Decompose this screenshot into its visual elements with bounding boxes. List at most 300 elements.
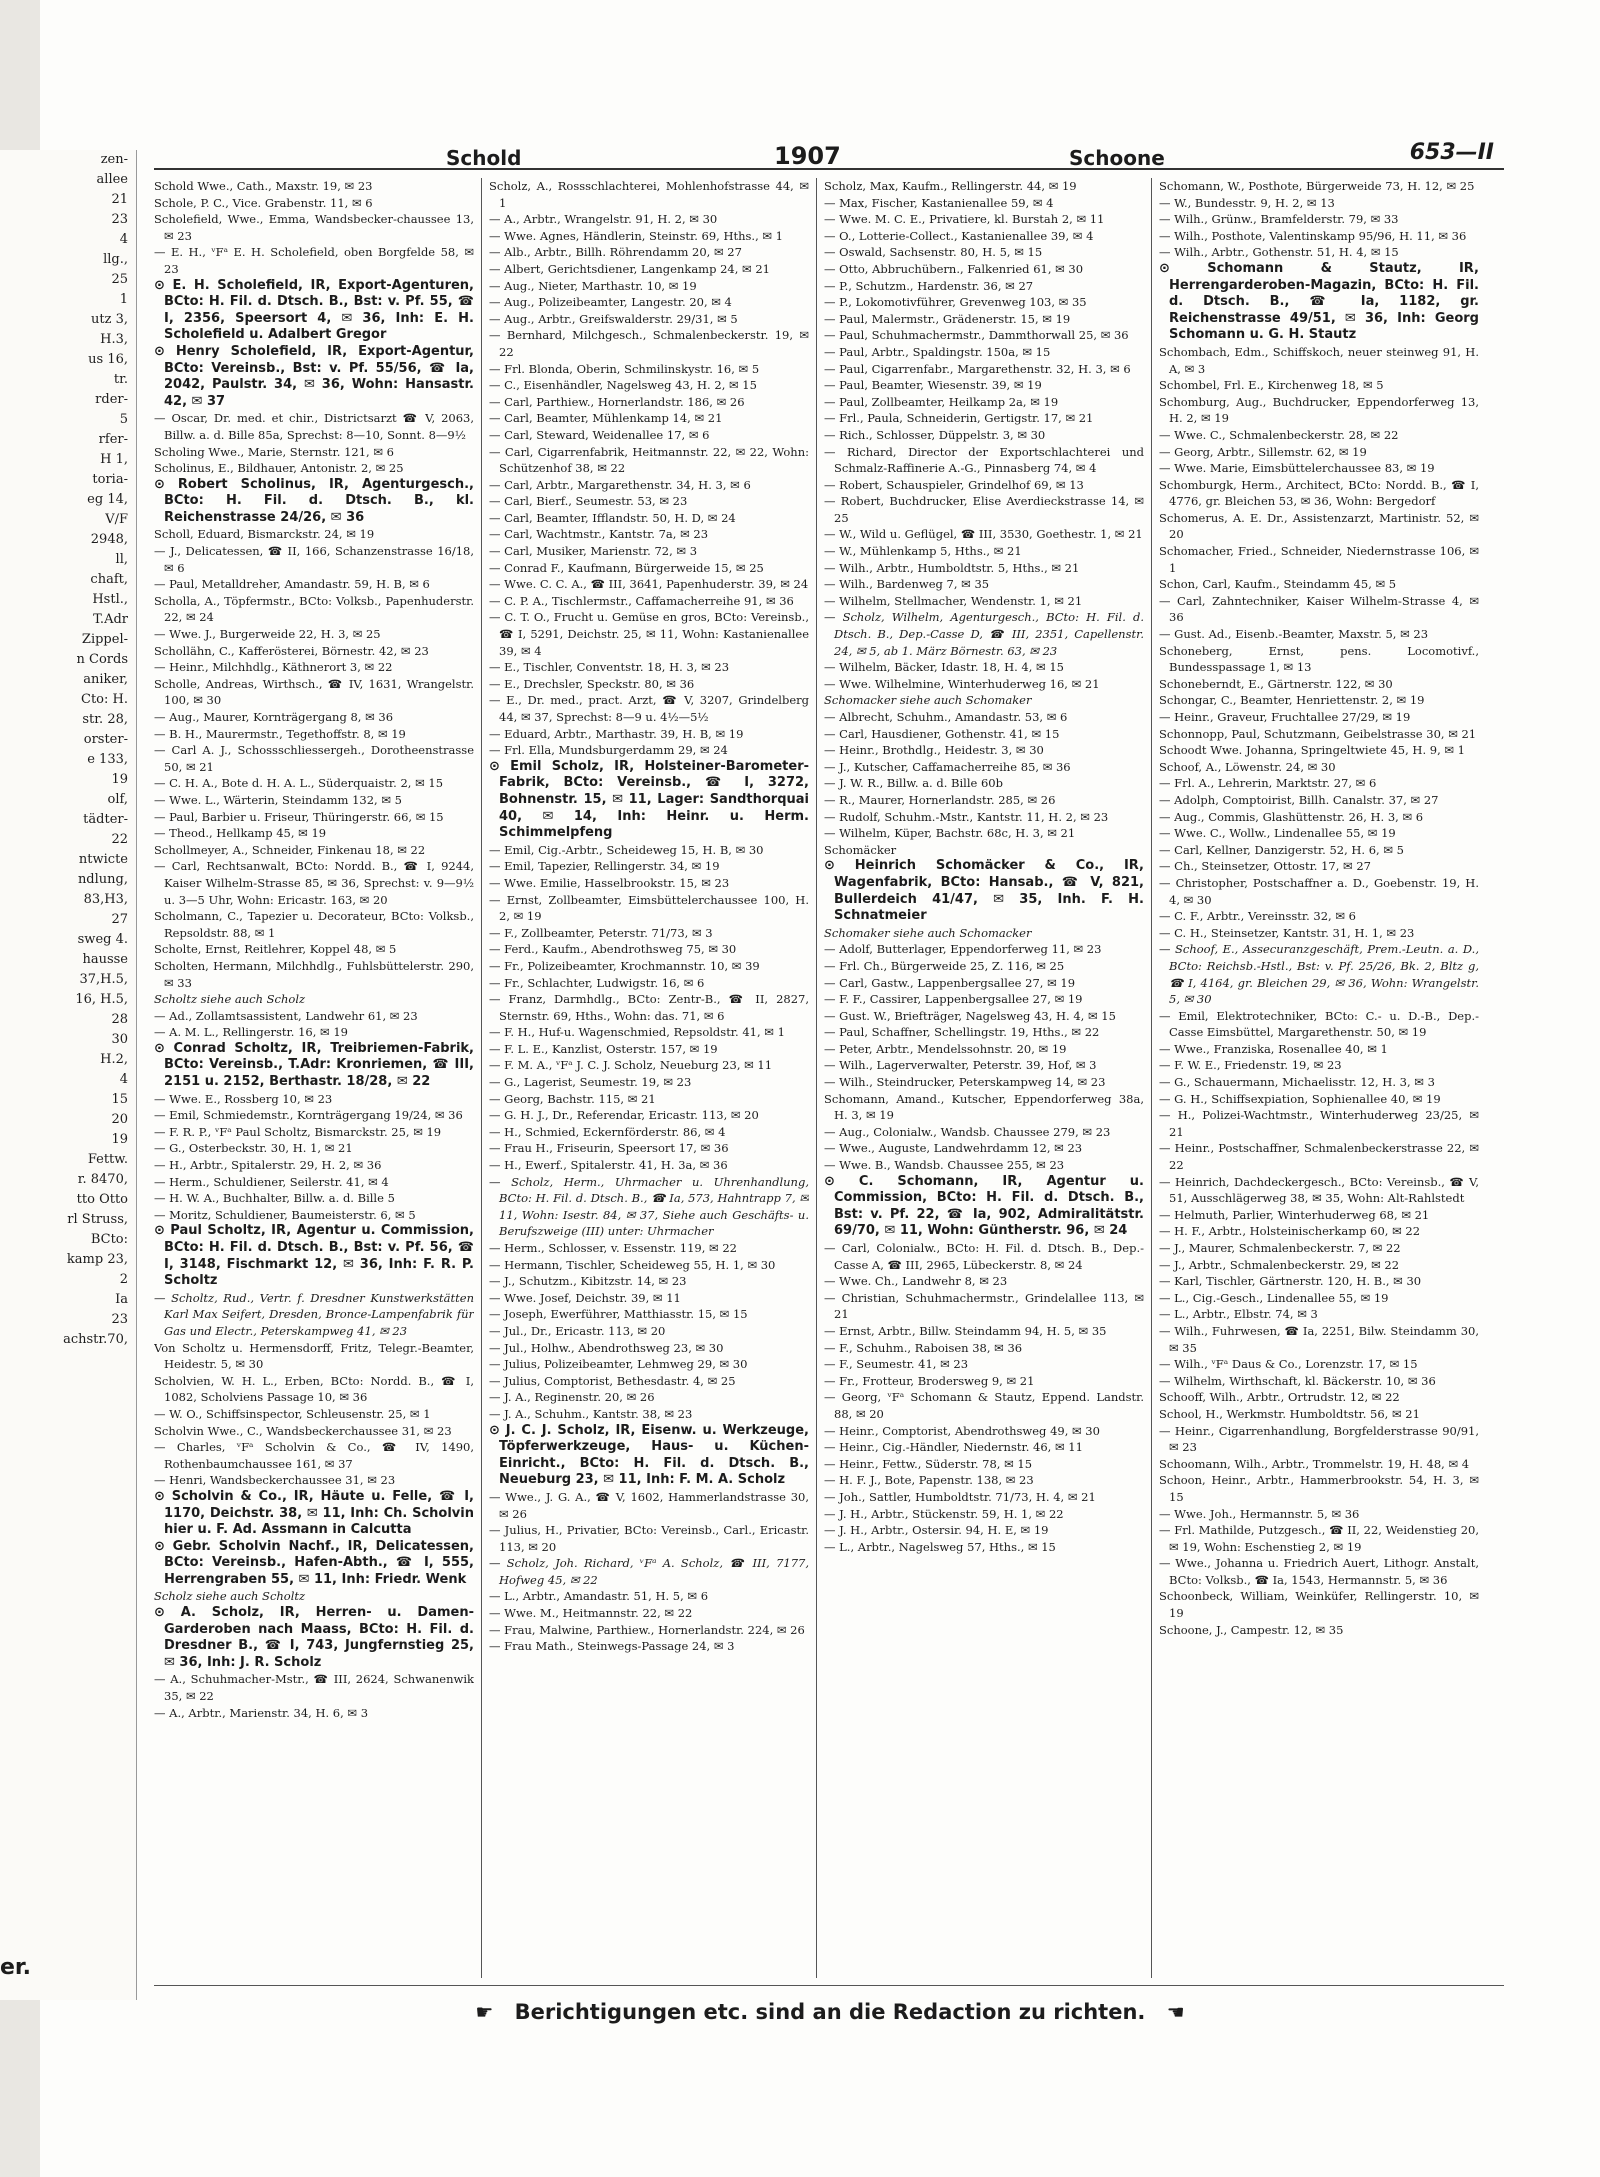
directory-entry: — Carl, Musiker, Marienstr. 72, ✉ 3 [489, 544, 698, 559]
directory-entry: — J. A., Schuhm., Kantstr. 38, ✉ 23 [489, 1406, 693, 1421]
directory-entry: — G., Osterbeckstr. 30, H. 1, ✉ 21 [154, 1141, 353, 1156]
directory-entry: — Julius, Polizeibeamter, Lehmweg 29, ✉ 30 [489, 1357, 748, 1372]
footer-rule [154, 1985, 1504, 1986]
directory-entry: — Alb., Arbtr., Billh. Röhrendamm 20, ✉ 27 [489, 245, 742, 260]
header-year: 1907 [774, 142, 841, 170]
directory-entry: — Emil, Schmiedemstr., Kornträgergang 19/24, ✉ 36 [154, 1108, 463, 1123]
directory-entry: — Carl, Cigarrenfabrik, Heitmannstr. 22, ✉ 22, Wohn: Schützenhof 38, ✉ 22 [489, 444, 809, 476]
previous-page-fragment: toria- [92, 472, 128, 487]
directory-entry: — J. H., Arbtr., Stückenstr. 59, H. 1, ✉ 22 [824, 1506, 1064, 1521]
directory-entry: — Jul., Dr., Ericastr. 113, ✉ 20 [489, 1323, 666, 1338]
directory-entry: Scholl, Eduard, Bismarckstr. 24, ✉ 19 [154, 527, 375, 542]
directory-entry: — H., Ewerf., Spitalerstr. 41, H. 3a, ✉ 36 [489, 1158, 728, 1173]
directory-entry: — Henri, Wandsbeckerchaussee 31, ✉ 23 [154, 1473, 396, 1488]
directory-entry: — Richard, Director der Exportschlachterei und Schmalz-Raffinerie A.-G., Pinnasberg 74, ✉ 4 [824, 444, 1144, 476]
directory-entry: Scholle, Andreas, Wirthsch., ☎ IV, 1631, Wrangelstr. 100, ✉ 30 [154, 676, 474, 708]
directory-entry: ⊙ Conrad Scholtz, IR, Treibriemen-Fabrik, BCto: Vereinsb., T.Adr: Kronriemen, ☎ III, 2151 u. 2152, Berthastr. 18/28, ✉ 22 [154, 1040, 474, 1090]
directory-entry: — H. F., Arbtr., Holsteinischerkamp 60, ✉ 22 [1159, 1224, 1421, 1239]
directory-entry: — Wwe. Ch., Landwehr 8, ✉ 23 [824, 1274, 1008, 1289]
directory-entry: — Helmuth, Parlier, Winterhuderweg 68, ✉ 21 [1159, 1207, 1430, 1222]
directory-entry: — Wwe., J. G. A., ☎ V, 1602, Hammerlandstrasse 30, ✉ 26 [489, 1489, 809, 1521]
directory-entry: — Frl., Paula, Schneiderin, Gertigstr. 17, ✉ 21 [824, 411, 1094, 426]
directory-entry: — Wilh., Arbtr., Gothenstr. 51, H. 4, ✉ 15 [1159, 245, 1399, 260]
directory-entry: — Carl A. J., Schossschliessergeh., Dorotheenstrasse 50, ✉ 21 [154, 743, 474, 774]
directory-entry: — Paul, Barbier u. Friseur, Thüringerstr. 66, ✉ 15 [154, 809, 444, 824]
previous-page-fragment: 4 [119, 232, 128, 247]
directory-page [140, 60, 1520, 2090]
previous-page-fragment: Zippel- [81, 632, 128, 647]
previous-page-fragment: 1 [119, 292, 128, 307]
previous-page-fragment: str. 28, [82, 712, 128, 727]
previous-page-fragment: chaft, [90, 572, 128, 587]
directory-entry: Schomaker siehe auch Schomacker [824, 925, 1032, 940]
directory-entry: — Wilhelm, Wirthschaft, kl. Bäckerstr. 10, ✉ 36 [1159, 1373, 1436, 1388]
directory-entry: — Wilh., Fuhrwesen, ☎ Ia, 2251, Bilw. Steindamm 30, ✉ 35 [1159, 1323, 1479, 1355]
previous-page-fragment: sweg 4. [77, 932, 128, 947]
header-last-name: Schoone [1069, 146, 1165, 170]
directory-entry: — Wwe. Joh., Hermannstr. 5, ✉ 36 [1159, 1506, 1360, 1521]
directory-entry: — Wilh., Steindrucker, Peterskampweg 14, ✉ 23 [824, 1075, 1106, 1090]
directory-entry: Schomacher, Fried., Schneider, Niedernstrasse 106, ✉ 1 [1159, 544, 1479, 575]
previous-page-fragment: 2 [119, 1272, 128, 1287]
directory-entry: — Heinr., Postschaffner, Schmalenbeckerstrasse 22, ✉ 22 [1159, 1141, 1479, 1173]
directory-entry: — Wwe., Franziska, Rosenallee 40, ✉ 1 [1159, 1041, 1388, 1056]
directory-entry: — Scholz, Joh. Richard, ᵛFᵃ A. Scholz, ☎ III, 7177, Hofweg 45, ✉ 22 [489, 1556, 809, 1587]
directory-entry: Schooff, Wilh., Arbtr., Ortrudstr. 12, ✉ 22 [1159, 1390, 1400, 1405]
footer-notice-text: Berichtigungen etc. sind an die Redaction zu richten. [514, 2000, 1146, 2024]
directory-entry: — Scholtz, Rud., Vertr. f. Dresdner Kunstwerkstätten Karl Max Seifert, Dresden, Bronce-Lampenfabrik für Gas und Electr., Peterskampweg 41, ✉ 23 [154, 1290, 474, 1338]
running-header [154, 140, 1504, 170]
directory-entry: Scholvin Wwe., C., Wandsbeckerchaussee 31, ✉ 23 [154, 1423, 452, 1438]
page-number: 653—II [1409, 140, 1494, 165]
previous-page-fragment: BCto: [90, 1232, 128, 1247]
previous-page-fragment: 27 [111, 912, 128, 927]
directory-entry: — H. F. J., Bote, Papenstr. 138, ✉ 23 [824, 1473, 1034, 1488]
directory-entry: Schoneberndt, E., Gärtnerstr. 122, ✉ 30 [1159, 676, 1393, 691]
previous-page-fragment: 37,H.5, [79, 972, 128, 987]
directory-entry: — H., Polizei-Wachtmstr., Winterhuderweg 23/25, ✉ 21 [1159, 1108, 1479, 1139]
previous-page-fragment: eg 14, [87, 492, 128, 507]
previous-page-fragment: T.Adr [93, 612, 128, 627]
directory-entry: — W., Mühlenkamp 5, Hths., ✉ 21 [824, 544, 1022, 559]
directory-entry: — F. R. P., ᵛFᵃ Paul Scholtz, Bismarckstr. 25, ✉ 19 [154, 1124, 442, 1139]
directory-entry: Scholmann, C., Tapezier u. Decorateur, BCto: Volksb., Repsoldstr. 88, ✉ 1 [154, 909, 474, 940]
column-divider [816, 178, 817, 1978]
directory-entry: — Wwe. M., Heitmannstr. 22, ✉ 22 [489, 1606, 693, 1621]
directory-entry: — Franz, Darmhdlg., BCto: Zentr-B., ☎ II, 2827, Sternstr. 69, Hths., Wohn: das. 71, ✉ 6 [489, 992, 809, 1023]
directory-entry: — Frau H., Friseurin, Speersort 17, ✉ 36 [489, 1141, 729, 1156]
directory-entry: — H., Arbtr., Spitalerstr. 29, H. 2, ✉ 36 [154, 1158, 382, 1173]
directory-entry: — L., Arbtr., Nagelsweg 57, Hths., ✉ 15 [824, 1539, 1056, 1554]
directory-entry: — Carl, Steward, Weidenallee 17, ✉ 6 [489, 427, 710, 442]
directory-entry: — Carl, Colonialw., BCto: H. Fil. d. Dtsch. B., Dep.-Casse A, ☎ III, 2965, Lübeckerstr. 8, ✉ 24 [824, 1241, 1144, 1272]
directory-entry: — Emil, Cig.-Arbtr., Scheideweg 15, H. B, ✉ 30 [489, 842, 764, 857]
directory-entry: — Carl, Rechtsanwalt, BCto: Nordd. B., ☎ I, 9244, Kaiser Wilhelm-Strasse 85, ✉ 36, Sprechst: v. 9—9½ u. 3—5 Uhr, Wohn: Ericastr. 163, ✉ 20 [154, 859, 474, 907]
directory-entry: — F. M. A., ᵛFᵃ J. C. J. Scholz, Neueburg 23, ✉ 11 [489, 1058, 773, 1073]
directory-entry: — Heinr., Graveur, Fruchtallee 27/29, ✉ 19 [1159, 710, 1411, 724]
directory-entry: — Carl, Gastw., Lappenbergsallee 27, ✉ 19 [824, 975, 1076, 990]
directory-entry: — C. H., Steinsetzer, Kantstr. 31, H. 1, ✉ 23 [1159, 925, 1415, 940]
directory-entry: — J. H., Arbtr., Ostersir. 94, H. E, ✉ 19 [824, 1523, 1049, 1538]
directory-entry: Schomacker siehe auch Schomaker [824, 693, 1032, 708]
directory-entry: — Peter, Arbtr., Mendelssohnstr. 20, ✉ 19 [824, 1041, 1067, 1056]
directory-entry: — F., Schuhm., Raboisen 38, ✉ 36 [824, 1340, 1023, 1355]
directory-entry: — R., Maurer, Hornerlandstr. 285, ✉ 26 [824, 792, 1056, 807]
directory-entry: — P., Lokomotivführer, Grevenweg 103, ✉ 35 [824, 295, 1087, 310]
directory-entry: — Wilh., Bardenweg 7, ✉ 35 [824, 577, 990, 592]
previous-page-fragment: H.3, [100, 332, 128, 347]
directory-entry: ⊙ E. H. Scholefield, IR, Export-Agenturen, BCto: H. Fil. d. Dtsch. B., Bst: v. Pf. 55, ☎ I, 2356, Speersort 4, ✉ 36, Inh: E. H. Scholefield u. Adalbert Gregor [154, 277, 474, 343]
directory-entry: — L., Arbtr., Elbstr. 74, ✉ 3 [1159, 1307, 1318, 1322]
directory-entry: — Carl, Beamter, Ifflandstr. 50, H. D, ✉ 24 [489, 510, 736, 525]
previous-page-fragments [0, 150, 136, 1350]
directory-entry: — Frl. A., Lehrerin, Marktstr. 27, ✉ 6 [1159, 776, 1377, 791]
directory-entry: — G., Schauermann, Michaelisstr. 12, H. 3, ✉ 3 [1159, 1075, 1435, 1090]
directory-entry: Schoomann, Wilh., Arbtr., Trommelstr. 19, H. 48, ✉ 4 [1159, 1456, 1470, 1471]
column-divider [1151, 178, 1152, 1978]
directory-entry: Schomburg, Aug., Buchdrucker, Eppendorferweg 13, H. 2, ✉ 19 [1159, 394, 1479, 426]
previous-page-fragment: zen- [100, 152, 128, 167]
directory-entry: Von Scholtz u. Hermensdorff, Fritz, Telegr.-Beamter, Heidestr. 5, ✉ 30 [154, 1340, 474, 1372]
directory-entry: — Ernst, Arbtr., Billw. Steindamm 94, H. 5, ✉ 35 [824, 1323, 1107, 1338]
directory-entry: — C. F., Arbtr., Vereinsstr. 32, ✉ 6 [1159, 909, 1356, 924]
directory-entry: — J. W. R., Billw. a. d. Bille 60b [824, 776, 1003, 791]
directory-entry: — Heinr., Milchhdlg., Käthnerort 3, ✉ 22 [154, 660, 393, 675]
directory-entry: — F., Zollbeamter, Peterstr. 71/73, ✉ 3 [489, 925, 713, 940]
directory-entry: — Carl, Kellner, Danzigerstr. 52, H. 6, ✉ 5 [1159, 842, 1404, 857]
previous-page-fragment: tr. [113, 372, 128, 387]
previous-page-fragment: H 1, [100, 452, 128, 467]
previous-page-fragment: 30 [111, 1032, 128, 1047]
directory-entry: — Aug., Nieter, Marthastr. 10, ✉ 19 [489, 278, 697, 293]
directory-column-4 [1159, 178, 1479, 1978]
directory-entry: — Georg, ᵛFᵃ Schomann & Stautz, Eppend. Landstr. 88, ✉ 20 [824, 1390, 1144, 1421]
previous-page-fragment: ll, [115, 552, 128, 567]
directory-entry: Scholinus, E., Bildhauer, Antonistr. 2, ✉ 25 [154, 461, 404, 476]
footer-notice [140, 2000, 1520, 2024]
directory-entry: — Theod., Hellkamp 45, ✉ 19 [154, 826, 327, 841]
directory-entry: — Wilh., Posthote, Valentinskamp 95/96, H. 11, ✉ 36 [1159, 228, 1467, 243]
directory-entry: — Wwe. C., Schmalenbeckerstr. 28, ✉ 22 [1159, 427, 1399, 442]
directory-entry: — H. W. A., Buchhalter, Billw. a. d. Bille 5 [154, 1191, 395, 1206]
directory-entry: — E. H., ᵛFᵃ E. H. Scholefield, oben Borgfelde 58, ✉ 23 [154, 245, 474, 276]
previous-page-fragment: 19 [111, 1132, 128, 1147]
directory-entry: — Adolph, Comptoirist, Billh. Canalstr. 37, ✉ 27 [1159, 792, 1439, 807]
directory-entry: — W., Bundesstr. 9, H. 2, ✉ 13 [1159, 195, 1335, 210]
directory-entry: — Emil, Elektrotechniker, BCto: C.- u. D.-B., Dep.-Casse Eimsbüttel, Margarethenstr. 50, ✉ 19 [1159, 1008, 1479, 1040]
directory-entry: Schomann, Amand., Kutscher, Eppendorferweg 38a, H. 3, ✉ 19 [824, 1091, 1144, 1123]
directory-entry: — O., Lotterie-Collect., Kastanienallee 39, ✉ 4 [824, 228, 1094, 243]
directory-entry: — W., Wild u. Geflügel, ☎ III, 3530, Goethestr. 1, ✉ 21 [824, 527, 1143, 542]
directory-entry: — J., Delicatessen, ☎ II, 166, Schanzenstrasse 16/18, ✉ 6 [154, 544, 474, 575]
directory-entry: Schollmeyer, A., Schneider, Finkenau 18, ✉ 22 [154, 842, 426, 857]
directory-entry: — Robert, Buchdrucker, Elise Averdieckstrasse 14, ✉ 25 [824, 494, 1144, 525]
directory-entry: Scholvien, W. H. L., Erben, BCto: Nordd. B., ☎ I, 1082, Scholviens Passage 10, ✉ 36 [154, 1373, 474, 1405]
directory-entry: ⊙ Schomann & Stautz, IR, Herrengarderoben-Magazin, BCto: H. Fil. d. Dtsch. B., ☎ Ia, 1182, gr. Reichenstrasse 49/51, ✉ 36, Inh: Georg Schomann u. G. H. Stautz [1159, 260, 1479, 343]
directory-entry: Schombach, Edm., Schiffskoch, neuer steinweg 91, H. A, ✉ 3 [1159, 344, 1479, 376]
directory-entry: — Herm., Schuldiener, Seilerstr. 41, ✉ 4 [154, 1174, 389, 1189]
previous-page-fragment: V/F [105, 512, 128, 527]
directory-entry: — Frl. Mathilde, Putzgesch., ☎ II, 22, Weidenstieg 20, ✉ 19, Wohn: Eschenstieg 2, ✉ 19 [1159, 1523, 1479, 1554]
directory-entry: — Fr., Polizeibeamter, Krochmannstr. 10, ✉ 39 [489, 958, 760, 973]
previous-page-fragment: allee [96, 172, 128, 187]
directory-entry: — Joseph, Ewerführer, Matthiasstr. 15, ✉ 15 [489, 1307, 748, 1322]
directory-entry: ⊙ Scholvin & Co., IR, Häute u. Felle, ☎ I, 1170, Deichstr. 38, ✉ 11, Inh: Ch. Scholvin hier u. F. Ad. Assmann in Calcutta [154, 1488, 474, 1538]
directory-entry: Schoon, Heinr., Arbtr., Hammerbrookstr. 54, H. 3, ✉ 15 [1159, 1473, 1479, 1504]
directory-entry: Scholz siehe auch Scholtz [154, 1589, 306, 1604]
directory-entry: ⊙ J. C. J. Scholz, IR, Eisenw. u. Werkzeuge, Töpferwerkzeuge, Haus- u. Küchen-Einricht., BCto: H. Fil. d. Dtsch. B., Neueburg 23, ✉ 11, Inh: F. M. A. Scholz [489, 1422, 809, 1488]
directory-entry: — Paul, Arbtr., Spaldingstr. 150a, ✉ 15 [824, 344, 1051, 359]
directory-entry: — Wwe. Agnes, Händlerin, Steinstr. 69, Hths., ✉ 1 [489, 228, 783, 243]
directory-entry: ⊙ Robert Scholinus, IR, Agenturgesch., BCto: H. Fil. d. Dtsch. B., kl. Reichenstrasse 24/26, ✉ 36 [154, 476, 474, 525]
previous-page-fragment: us 16, [88, 352, 128, 367]
directory-entry: — Wwe. Marie, Eimsbüttelerchaussee 83, ✉ 19 [1159, 461, 1435, 476]
directory-entry: — B. H., Maurermstr., Tegethoffstr. 8, ✉ 19 [154, 726, 406, 741]
directory-entry: — Carl, Bierf., Seumestr. 53, ✉ 23 [489, 494, 688, 509]
directory-entry: — Heinr., Brothdlg., Heidestr. 3, ✉ 30 [824, 743, 1044, 758]
previous-page-fragment: ntwicte [78, 852, 128, 867]
previous-page-fragment: achstr.70, [63, 1332, 128, 1347]
directory-entry: — Frl. Ch., Bürgerweide 25, Z. 116, ✉ 25 [824, 958, 1065, 973]
previous-page-fragment: n Cords [76, 652, 128, 667]
directory-entry: — Rich., Schlosser, Düppelstr. 3, ✉ 30 [824, 427, 1046, 442]
previous-page-fragment: Fettw. [87, 1152, 128, 1167]
directory-entry: ⊙ Paul Scholtz, IR, Agentur u. Commission, BCto: H. Fil. d. Dtsch. B., Bst: v. Pf. 56, ☎ I, 3148, Fischmarkt 12, ✉ 36, Inh: F. R. P. Scholtz [154, 1223, 474, 1289]
directory-entry: — Gust. W., Briefträger, Nagelsweg 43, H. 4, ✉ 15 [824, 1008, 1116, 1023]
previous-page-fragment: hausse [82, 952, 128, 967]
directory-entry: — Oscar, Dr. med. et chir., Districtsarzt ☎ V, 2063, Billw. a. d. Bille 85a, Sprechst: 8—10, Sonnt. 8—9½ [154, 411, 474, 442]
directory-entry: — E., Dr. med., pract. Arzt, ☎ V, 3207, Grindelberg 44, ✉ 37, Sprechst: 8—9 u. 4½—5½ [489, 693, 809, 724]
directory-entry: — H., Schmied, Eckernförderstr. 86, ✉ 4 [489, 1124, 726, 1139]
directory-entry: Schoone, J., Campestr. 12, ✉ 35 [1159, 1622, 1344, 1637]
directory-entry: Schonnopp, Paul, Schutzmann, Geibelstrasse 30, ✉ 21 [1159, 726, 1477, 741]
directory-entry: ⊙ Heinrich Schomäcker & Co., IR, Wagenfabrik, BCto: Hansab., ☎ V, 821, Bullerdeich 41/47, ✉ 35, Inh. F. H. Schnatmeier [824, 858, 1144, 924]
directory-entry: — Wwe. Josef, Deichstr. 39, ✉ 11 [489, 1290, 681, 1305]
directory-entry: — Wilhelm, Bäcker, Idastr. 18, H. 4, ✉ 15 [824, 660, 1064, 675]
previous-page-fragment: tädter- [83, 812, 128, 827]
directory-entry: — Frl. Ella, Mundsburgerdamm 29, ✉ 24 [489, 743, 728, 758]
directory-entry: ⊙ Emil Scholz, IR, Holsteiner-Barometer-Fabrik, BCto: Vereinsb., ☎ I, 3272, Bohnenstr. 15, ✉ 11, Lager: Sandthorquai 40, ✉ 14, Inh: Heinr. u. Herm. Schimmelpfeng [489, 758, 809, 841]
header-rule [154, 168, 1504, 170]
previous-page-footer: er. [0, 1955, 31, 1980]
directory-entry: — Robert, Schauspieler, Grindelhof 69, ✉ 13 [824, 477, 1084, 492]
directory-entry: — F. F., Cassirer, Lappenbergsallee 27, ✉ 19 [824, 992, 1083, 1007]
directory-entry: — Christopher, Postschaffner a. D., Goebenstr. 19, H. 4, ✉ 30 [1159, 875, 1479, 907]
directory-entry: — Scholz, Herm., Uhrmacher u. Uhrenhandlung, BCto: H. Fil. d. Dtsch. B., ☎ Ia, 573, Hahntrapp 7, ✉ 11, Wohn: Isestr. 84, ✉ 37, Siehe auch Geschäfts- u. Berufszweige (III) unter: Uhrmacher [489, 1174, 809, 1239]
directory-entry: — F., Seumestr. 41, ✉ 23 [824, 1357, 969, 1372]
directory-column-2 [489, 178, 809, 1978]
directory-entry: — Eduard, Arbtr., Marthastr. 39, H. B, ✉ 19 [489, 726, 744, 741]
directory-entry: Schoneberg, Ernst, pens. Locomotivf., Bundesspassage 1, ✉ 13 [1159, 643, 1479, 675]
directory-entry: — Ch., Steinsetzer, Ottostr. 17, ✉ 27 [1159, 859, 1371, 874]
directory-entry: Schomäcker [824, 842, 897, 857]
directory-entry: — Wwe. Emilie, Hasselbrookstr. 15, ✉ 23 [489, 875, 730, 890]
column-divider [481, 178, 482, 1978]
directory-entry: — Aug., Arbtr., Greifswalderstr. 29/31, ✉ 5 [489, 311, 738, 326]
directory-entry: — Wwe. Wilhelmine, Winterhuderweg 16, ✉ 21 [824, 676, 1100, 691]
directory-entry: — Gust. Ad., Eisenb.-Beamter, Maxstr. 5, ✉ 23 [1159, 627, 1429, 642]
directory-entry: — C. H. A., Bote d. H. A. L., Süderquaistr. 2, ✉ 15 [154, 776, 444, 791]
previous-page-fragment: H.2, [100, 1052, 128, 1067]
directory-entry: — Albert, Gerichtsdiener, Langenkamp 24, ✉ 21 [489, 261, 770, 276]
header-first-name: Schold [446, 146, 522, 170]
directory-entry: — Carl, Arbtr., Margarethenstr. 34, H. 3, ✉ 6 [489, 477, 751, 492]
directory-entry: — Carl, Hausdiener, Gothenstr. 41, ✉ 15 [824, 726, 1060, 741]
directory-entry: ⊙ Henry Scholefield, IR, Export-Agentur, BCto: Vereinsb., Bst: v. Pf. 55/56, ☎ Ia, 2042, Paulstr. 34, ✉ 36, Wohn: Hansastr. 42, ✉ 37 [154, 343, 474, 409]
directory-entry: Schombel, Frl. E., Kirchenweg 18, ✉ 5 [1159, 378, 1384, 393]
previous-page-fragment: 23 [111, 1312, 128, 1327]
directory-entry: — A., Schuhmacher-Mstr., ☎ III, 2624, Schwanenwik 35, ✉ 22 [154, 1672, 474, 1704]
directory-entry: Schongar, C., Beamter, Henriettenstr. 2, ✉ 19 [1159, 693, 1425, 708]
previous-page-fragment: 28 [111, 1012, 128, 1027]
directory-entry: Schole, P. C., Vice. Grabenstr. 11, ✉ 6 [154, 195, 373, 210]
directory-entry: — F. H., Huf-u. Wagenschmied, Repsoldstr. 41, ✉ 1 [489, 1025, 785, 1040]
previous-page-fragment: 83,H3, [83, 892, 128, 907]
directory-entry: — J., Maurer, Schmalenbeckerstr. 7, ✉ 22 [1159, 1241, 1401, 1255]
directory-entry: — G. H. J., Dr., Referendar, Ericastr. 113, ✉ 20 [489, 1108, 759, 1123]
directory-entry: — G., Lagerist, Seumestr. 19, ✉ 23 [489, 1075, 692, 1090]
previous-page-fragment: 25 [111, 272, 128, 287]
directory-entry: — Jul., Holhw., Abendrothsweg 23, ✉ 30 [489, 1340, 724, 1355]
directory-entry: — J. A., Reginenstr. 20, ✉ 26 [489, 1390, 655, 1405]
directory-entry: — Ferd., Kaufm., Abendrothsweg 75, ✉ 30 [489, 942, 737, 957]
directory-entry: — Wilh., Grünw., Bramfelderstr. 79, ✉ 33 [1159, 212, 1399, 227]
directory-entry: — Heinr., Fettw., Süderstr. 78, ✉ 15 [824, 1456, 1033, 1471]
previous-page-fragment: utz 3, [91, 312, 128, 327]
directory-entry: — Wwe. B., Wandsb. Chaussee 255, ✉ 23 [824, 1158, 1065, 1173]
previous-page-fragment: 16, H.5, [75, 992, 128, 1007]
directory-entry: — Wwe., Auguste, Landwehrdamm 12, ✉ 23 [824, 1141, 1083, 1156]
directory-entry: Scholte, Ernst, Reitlehrer, Koppel 48, ✉ 5 [154, 942, 397, 957]
directory-entry: — Rudolf, Schuhm.-Mstr., Kantstr. 11, H. 2, ✉ 23 [824, 809, 1109, 824]
previous-page-fragment: 19 [111, 772, 128, 787]
directory-entry: — Wilh., Lagerverwalter, Peterstr. 39, Hof, ✉ 3 [824, 1058, 1097, 1073]
directory-entry: — F. L. E., Kanzlist, Osterstr. 157, ✉ 19 [489, 1041, 718, 1056]
directory-entry: — A., Arbtr., Wrangelstr. 91, H. 2, ✉ 30 [489, 212, 718, 227]
directory-entry: — Julius, H., Privatier, BCto: Vereinsb., Carl., Ericastr. 113, ✉ 20 [489, 1523, 809, 1554]
previous-page-fragment: rl Struss, [67, 1212, 128, 1227]
previous-page-fragment: 20 [111, 1112, 128, 1127]
directory-entry: Scholefield, Wwe., Emma, Wandsbecker-chaussee 13, ✉ 23 [154, 212, 474, 243]
previous-page-fragment: Ia [115, 1292, 128, 1307]
previous-page-fragment: 15 [111, 1092, 128, 1107]
directory-entry: — Carl, Parthiew., Hornerlandstr. 186, ✉ 26 [489, 394, 745, 409]
directory-entry: Scholten, Hermann, Milchhdlg., Fuhlsbüttelerstr. 290, ✉ 33 [154, 958, 474, 990]
previous-page-fragment: 2948, [90, 532, 128, 547]
directory-entry: Scholla, A., Töpfermstr., BCto: Volksb., Papenhuderstr. 22, ✉ 24 [154, 593, 474, 625]
directory-entry: — J., Kutscher, Caffamacherreihe 85, ✉ 36 [824, 759, 1071, 774]
directory-entry: — Aug., Colonialw., Wandsb. Chaussee 279, ✉ 23 [824, 1124, 1111, 1139]
directory-entry: — C., Eisenhändler, Nagelsweg 43, H. 2, ✉ 15 [489, 378, 757, 393]
directory-entry: — Carl, Wachtmstr., Kantstr. 7a, ✉ 23 [489, 527, 709, 542]
directory-entry: ⊙ C. Schomann, IR, Agentur u. Commission, BCto: H. Fil. d. Dtsch. B., Bst: v. Pf. 22, ☎ Ia, 902, Admiralitätstr. 69/70, ✉ 11, Wohn: Güntherstr. 96, ✉ 24 [824, 1173, 1144, 1239]
directory-entry: — Julius, Comptorist, Bethesdastr. 4, ✉ 25 [489, 1373, 736, 1388]
directory-entry: — Frl. Blonda, Oberin, Schmilinskystr. 16, ✉ 5 [489, 361, 760, 376]
directory-entry: Schold Wwe., Cath., Maxstr. 19, ✉ 23 [154, 179, 373, 193]
directory-entry: — Aug., Polizeibeamter, Langestr. 20, ✉ 4 [489, 295, 732, 310]
directory-entry: — Adolf, Butterlager, Eppendorferweg 11, ✉ 23 [824, 942, 1102, 957]
directory-entry: — Heinr., Cig.-Händler, Niedernstr. 46, ✉ 11 [824, 1440, 1083, 1455]
previous-page-fragment: 4 [119, 1072, 128, 1087]
directory-entry: — Bernhard, Milchgesch., Schmalenbeckerstr. 19, ✉ 22 [489, 328, 809, 359]
previous-page-fragment: 5 [119, 412, 128, 427]
directory-entry: — Wwe. J., Burgerweide 22, H. 3, ✉ 25 [154, 627, 381, 642]
directory-entry: — Paul, Cigarrenfabr., Margarethenstr. 32, H. 3, ✉ 6 [824, 361, 1131, 376]
directory-entry: School, H., Werkmstr. Humboldtstr. 56, ✉ 21 [1159, 1406, 1420, 1421]
previous-page-fragment: olf, [107, 792, 128, 807]
previous-page-fragment: Hstl., [92, 592, 128, 607]
directory-entry: — Carl, Zahntechniker, Kaiser Wilhelm-Strasse 4, ✉ 36 [1159, 593, 1479, 625]
previous-page-fragment: r. 8470, [77, 1172, 128, 1187]
directory-entry: — J., Arbtr., Schmalenbeckerstr. 29, ✉ 22 [1159, 1257, 1400, 1272]
directory-entry: Schomburgk, Herm., Architect, BCto: Nordd. B., ☎ I, 4776, gr. Bleichen 53, ✉ 36, Wohn: Bergedorf [1159, 477, 1479, 509]
previous-page-fragment: ndlung, [77, 872, 128, 887]
directory-entry: — Scholz, Wilhelm, Agenturgesch., BCto: H. Fil. d. Dtsch. B., Dep.-Casse D, ☎ III, 2351, Capellenstr. 24, ✉ 5, ab 1. März Börnestr. 63, ✉ 23 [824, 610, 1144, 658]
directory-entry: — Schoof, E., Assecuranzgeschäft, Prem.-Leutn. a. D., BCto: Reichsb.-Hstl., Bst: v. Pf. 25/26, Bk. 2, Bltz g, ☎ I, 4164, gr. Bleichen 29, ✉ 36, Wohn: Wrangelstr. 5, ✉ 30 [1159, 942, 1479, 1007]
directory-entry: — Paul, Metalldreher, Amandastr. 59, H. B, ✉ 6 [154, 577, 430, 592]
previous-page-fragment: rfer- [98, 432, 128, 447]
directory-entry: — Wwe., Johanna u. Friedrich Auert, Lithogr. Anstalt, BCto: Volksb., ☎ Ia, 1543, Hermannstr. 5, ✉ 36 [1159, 1556, 1479, 1587]
directory-entry: Scholz, Max, Kaufm., Rellingerstr. 44, ✉ 19 [824, 179, 1077, 193]
previous-page-fragment: 21 [111, 192, 128, 207]
directory-entry: Schon, Carl, Kaufm., Steindamm 45, ✉ 5 [1159, 577, 1397, 592]
directory-entry: — E., Drechsler, Speckstr. 80, ✉ 36 [489, 676, 695, 691]
directory-entry: — Paul, Zollbeamter, Heilkamp 2a, ✉ 19 [824, 394, 1059, 409]
directory-entry: Scholing Wwe., Marie, Sternstr. 121, ✉ 6 [154, 444, 394, 459]
directory-entry: — C. P. A., Tischlermstr., Caffamacherreihe 91, ✉ 36 [489, 593, 794, 608]
directory-entry: Scholtz siehe auch Scholz [154, 992, 306, 1007]
pointing-hand-left-icon: ☛ [475, 2000, 494, 2024]
directory-entry: — Georg, Arbtr., Sillemstr. 62, ✉ 19 [1159, 444, 1367, 459]
directory-entry: — Karl, Tischler, Gärtnerstr. 120, H. B., ✉ 30 [1159, 1274, 1422, 1289]
directory-entry: — Moritz, Schuldiener, Baumeisterstr. 6, ✉ 5 [154, 1207, 416, 1222]
directory-entry: Schoof, A., Löwenstr. 24, ✉ 30 [1159, 759, 1336, 774]
directory-entry: — Wwe. C. C. A., ☎ III, 3641, Papenhuderstr. 39, ✉ 24 [489, 577, 809, 592]
previous-page-fragment: orster- [83, 732, 128, 747]
directory-entry: — Wilhelm, Stellmacher, Wendenstr. 1, ✉ 21 [824, 593, 1083, 608]
directory-entry: — Georg, Bachstr. 115, ✉ 21 [489, 1091, 656, 1106]
directory-entry: — Aug., Maurer, Kornträgergang 8, ✉ 36 [154, 710, 394, 724]
directory-entry: — A., Arbtr., Marienstr. 34, H. 6, ✉ 3 [154, 1705, 369, 1720]
directory-entry: — Paul, Schaffner, Schellingstr. 19, Hths., ✉ 22 [824, 1025, 1100, 1040]
directory-entry: — Ernst, Zollbeamter, Eimsbüttelerchaussee 100, H. 2, ✉ 19 [489, 892, 809, 924]
previous-page-fragment: 22 [111, 832, 128, 847]
directory-entry: — Charles, ᵛFᵃ Scholvin & Co., ☎ IV, 1490, Rothenbaumchaussee 161, ✉ 37 [154, 1440, 474, 1471]
previous-page-fragment: aniker, [83, 672, 128, 687]
previous-page-fragment: kamp 23, [66, 1252, 128, 1267]
previous-page-edge [0, 150, 137, 2000]
directory-entry: — Oswald, Sachsenstr. 80, H. 5, ✉ 15 [824, 245, 1043, 260]
directory-entry: — Wilh., Arbtr., Humboldtstr. 5, Hths., ✉ 21 [824, 560, 1080, 575]
directory-columns [154, 178, 1504, 1978]
directory-entry: — Emil, Tapezier, Rellingerstr. 34, ✉ 19 [489, 859, 720, 874]
directory-entry: — Aug., Commis, Glashüttenstr. 26, H. 3, ✉ 6 [1159, 809, 1424, 824]
previous-page-fragment: Cto: H. [81, 692, 128, 707]
directory-entry: — Fr., Frotteur, Brodersweg 9, ✉ 21 [824, 1373, 1035, 1388]
directory-entry: Schomerus, A. E. Dr., Assistenzarzt, Martinistr. 52, ✉ 20 [1159, 510, 1479, 542]
directory-entry: — Wwe. L., Wärterin, Steindamm 132, ✉ 5 [154, 792, 402, 807]
directory-entry: — A. M. L., Rellingerstr. 16, ✉ 19 [154, 1025, 348, 1040]
directory-entry: — Heinr., Cigarrenhandlung, Borgfelderstrasse 90/91, ✉ 23 [1159, 1423, 1479, 1455]
pointing-hand-right-icon: ☚ [1166, 2000, 1185, 2024]
directory-entry: — Heinrich, Dachdeckergesch., BCto: Vereinsb., ☎ V, 51, Ausschlägerweg 38, ✉ 35, Wohn: Alt-Rahlstedt [1159, 1174, 1479, 1206]
directory-entry: — J., Schutzm., Kibitzstr. 14, ✉ 23 [489, 1274, 687, 1289]
directory-entry: — Heinr., Comptorist, Abendrothsweg 49, ✉ 30 [824, 1423, 1100, 1438]
directory-column-1 [154, 178, 474, 1978]
directory-entry: — Otto, Abbruchübern., Falkenried 61, ✉ 30 [824, 261, 1084, 276]
directory-entry: — Frau, Malwine, Parthiew., Hornerlandstr. 224, ✉ 26 [489, 1622, 805, 1637]
directory-entry: — Albrecht, Schuhm., Amandastr. 53, ✉ 6 [824, 710, 1068, 724]
